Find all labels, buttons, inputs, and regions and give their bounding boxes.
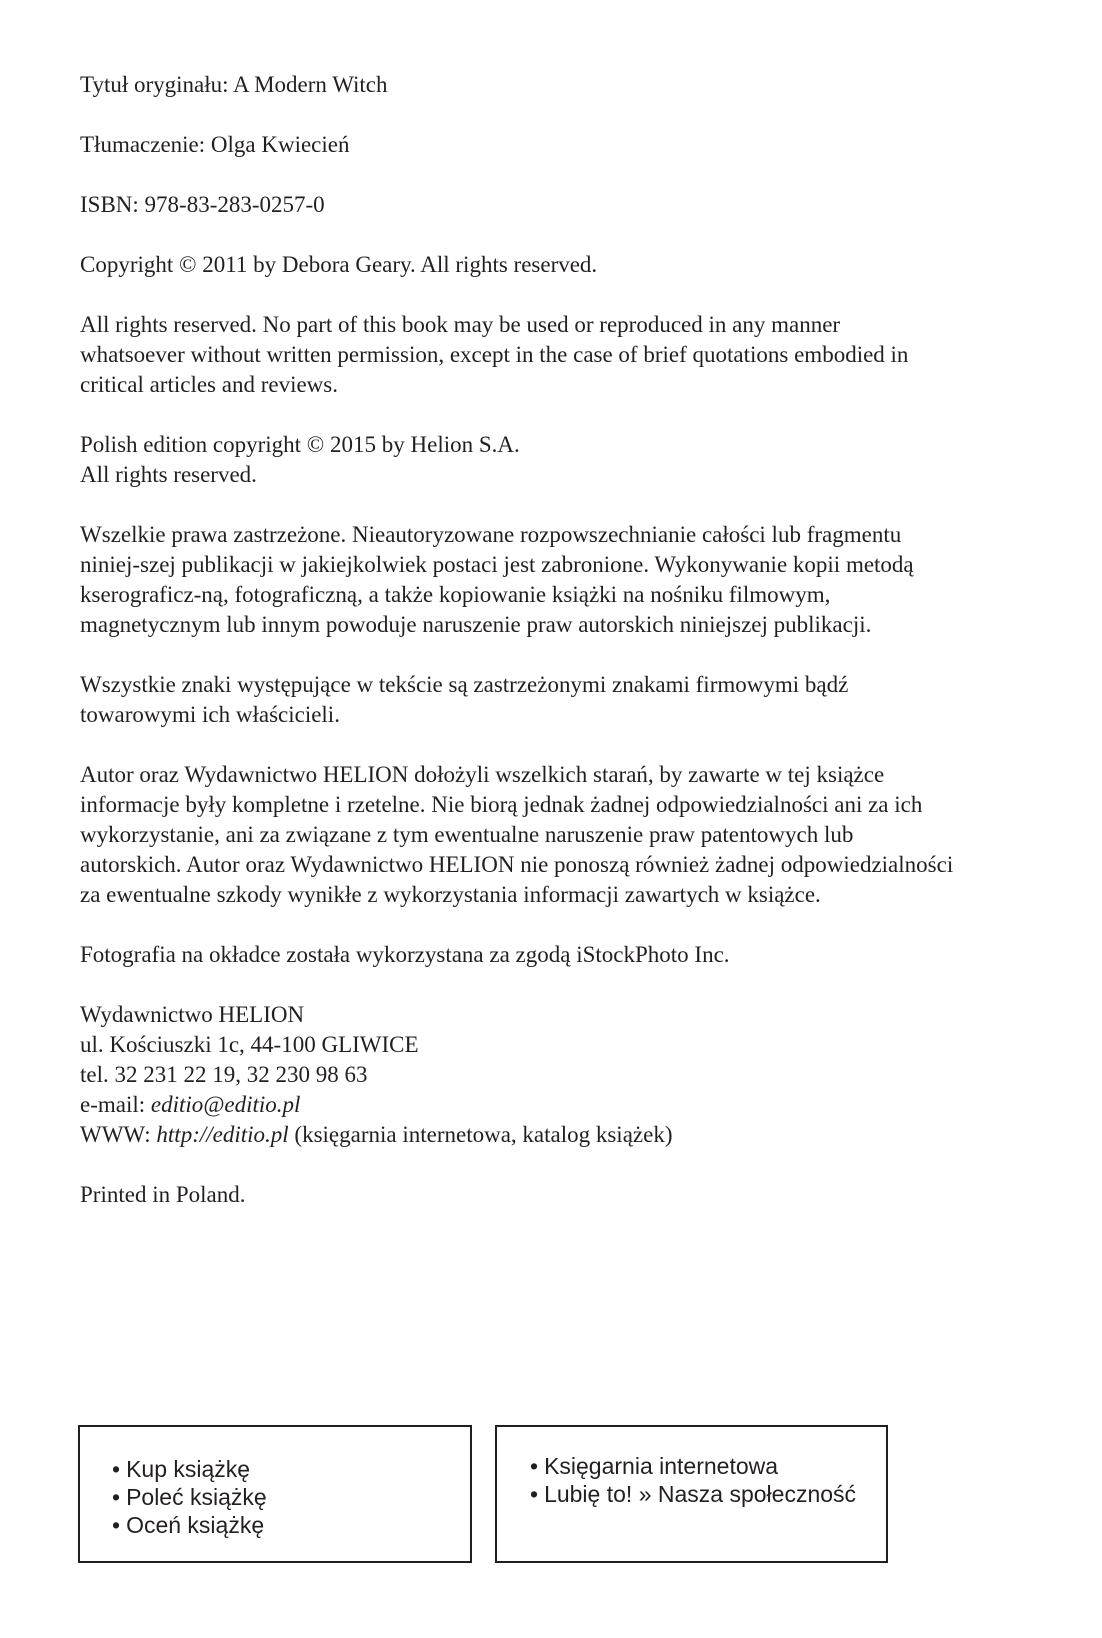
original-title: Tytuł oryginału: A Modern Witch: [80, 72, 388, 97]
trademarks-notice: Wszystkie znaki występujące w tekście są zastrzeżonymi znakami firmowymi bądź towarowymi ich właścicieli.: [80, 672, 849, 727]
store-links-box: [495, 1425, 888, 1563]
polish-edition-copyright: Polish edition copyright © 2015 by Helion S.A. All rights reserved.: [80, 432, 520, 487]
online-bookstore-link[interactable]: • Księgarnia internetowa: [530, 1453, 779, 1479]
bullet-icon: •: [112, 1456, 121, 1482]
rights-english: All rights reserved. No part of this book may be used or reproduced in any manner whatsoever without written permission, except in the case of brief quotations embodied in critical articles and reviews.: [80, 312, 909, 397]
bullet-icon: •: [112, 1484, 121, 1510]
bullet-icon: •: [530, 1481, 539, 1507]
buy-book-link[interactable]: • Kup książkę: [112, 1456, 251, 1482]
book-actions-box: [78, 1425, 472, 1563]
bullet-icon: •: [530, 1453, 539, 1479]
publisher-www-line: WWW: http://editio.pl (księgarnia internetowa, katalog książek): [80, 1122, 673, 1147]
translation-credit: Tłumaczenie: Olga Kwiecień: [80, 132, 350, 157]
publisher-address: ul. Kościuszki 1c, 44-100 GLIWICE: [80, 1032, 419, 1057]
publisher-info: [80, 1000, 1040, 1150]
publisher-phone: tel. 32 231 22 19, 32 230 98 63: [80, 1062, 368, 1087]
community-link[interactable]: • Lubię to! » Nasza społeczność: [530, 1481, 857, 1507]
rights-polish: Wszelkie prawa zastrzeżone. Nieautoryzowane rozpowszechnianie całości lub fragmentu niniej-szej publikacji w jakiejkolwiek postaci jest zabronione. Wykonywanie kopii metodą kserograficz-ną, fotograficzną, a także kopiowanie książki na nośniku filmowym, magnetycznym lub innym powoduje naruszenie praw autorskich niniejszej publikacji.: [80, 522, 914, 637]
publisher-email-link[interactable]: editio@editio.pl: [150, 1092, 301, 1117]
publisher-www-link[interactable]: http://editio.pl: [156, 1122, 289, 1147]
copyright-page-text: [80, 70, 1040, 1240]
copyright-original: Copyright © 2011 by Debora Geary. All rights reserved.: [80, 252, 598, 277]
disclaimer: Autor oraz Wydawnictwo HELION dołożyli wszelkich starań, by zawarte w tej książce informacje były kompletne i rzetelne. Nie biorą jednak żadnej odpowiedzialności ani za ich wykorzystanie, ani za związane z tym ewentualne naruszenie praw patentowych lub autorskich. Autor oraz Wydawnictwo HELION nie ponoszą również żadnej odpowiedzialności za ewentualne szkody wynikłe z wykorzystania informacji zawartych w książce.: [80, 762, 954, 907]
cover-photo-credit: Fotografia na okładce została wykorzystana za zgodą iStockPhoto Inc.: [80, 942, 730, 967]
rate-book-link[interactable]: • Oceń książkę: [112, 1512, 265, 1538]
isbn: ISBN: 978-83-283-0257-0: [80, 192, 325, 217]
printed-in: Printed in Poland.: [80, 1182, 246, 1207]
recommend-book-link[interactable]: • Poleć książkę: [112, 1484, 267, 1510]
publisher-name: Wydawnictwo HELION: [80, 1002, 305, 1027]
publisher-email-line: e-mail: editio@editio.pl: [80, 1092, 301, 1117]
bullet-icon: •: [112, 1512, 121, 1538]
